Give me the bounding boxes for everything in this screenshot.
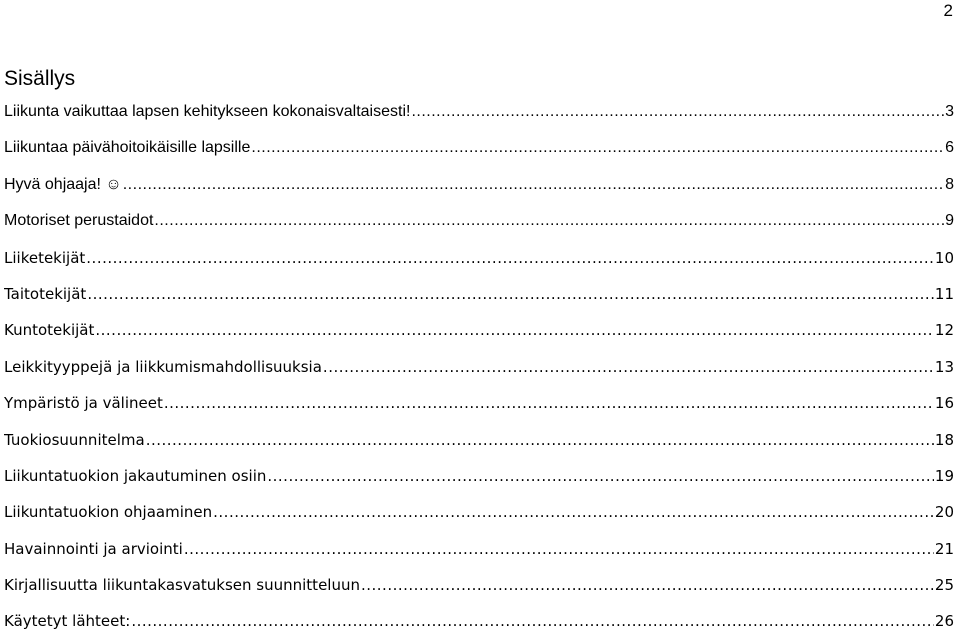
toc-entry[interactable]: [4, 130, 954, 166]
toc-dot-leader: [251, 130, 944, 166]
toc-dot-leader: [267, 458, 934, 494]
toc-entry-text: Leikkityyppejä ja liikkumismahdollisuuksia: [4, 357, 322, 376]
toc-dot-leader: [184, 531, 934, 567]
toc-entry[interactable]: [4, 531, 954, 567]
page-number: 2: [943, 1, 953, 20]
toc-entry-text: Havainnointi ja arviointi: [4, 539, 183, 558]
toc-dot-leader: [95, 312, 934, 348]
toc-entry-page: 11: [934, 284, 954, 303]
toc-dot-leader: [164, 385, 934, 421]
toc-entry-page: 19: [934, 466, 954, 485]
toc-entry-page: 25: [934, 576, 954, 595]
toc-entry-text: Hyvä ohjaaja! ☺: [4, 175, 122, 193]
toc-entry[interactable]: [4, 203, 954, 239]
toc-dot-leader: [411, 94, 944, 130]
toc-entry[interactable]: [4, 312, 954, 348]
toc-entry-page: 12: [934, 321, 954, 340]
toc-entry-page: 9: [945, 212, 954, 230]
table-of-contents: [4, 64, 954, 640]
toc-entry-text: Taitotekijät: [4, 284, 87, 303]
toc-entry-text: Kirjallisuutta liikuntakasvatuksen suunnitteluun: [4, 576, 360, 595]
toc-entry-text: Liiketekijät: [4, 248, 86, 267]
toc-entry-page: 16: [934, 394, 954, 413]
toc-entry-text: Liikuntatuokion jakautuminen osiin: [4, 466, 267, 485]
toc-entry-text: Liikuntaa päivähoitoikäisille lapsille: [4, 139, 251, 157]
toc-list: [4, 94, 954, 640]
toc-entry[interactable]: [4, 458, 954, 494]
toc-entry-page: 6: [945, 139, 954, 157]
toc-title: Sisällys: [4, 67, 76, 90]
toc-entry-page: 13: [934, 357, 954, 376]
toc-dot-leader: [323, 349, 934, 385]
toc-entry-page: 26: [934, 612, 954, 631]
toc-entry-page: 20: [934, 503, 954, 522]
toc-entry[interactable]: [4, 167, 954, 203]
toc-dot-leader: [361, 567, 934, 603]
toc-dot-leader: [146, 422, 934, 458]
toc-entry[interactable]: [4, 240, 954, 276]
toc-dot-leader: [87, 276, 934, 312]
toc-entry-text: Tuokiosuunnitelma: [4, 430, 145, 449]
toc-entry-text: Ympäristö ja välineet: [4, 394, 163, 413]
toc-entry-text: Liikunta vaikuttaa lapsen kehitykseen kokonaisvaltaisesti!: [4, 103, 411, 120]
toc-entry[interactable]: [4, 276, 954, 312]
toc-entry[interactable]: [4, 349, 954, 385]
toc-dot-leader: [131, 603, 934, 639]
toc-entry[interactable]: [4, 422, 954, 458]
toc-entry-page: 21: [934, 539, 954, 558]
toc-dot-leader: [123, 167, 944, 203]
toc-entry[interactable]: [4, 567, 954, 603]
toc-entry-text: Kuntotekijät: [4, 321, 95, 340]
toc-entry[interactable]: [4, 603, 954, 639]
toc-entry[interactable]: [4, 385, 954, 421]
toc-entry-text: Motoriset perustaidot: [4, 212, 154, 230]
toc-dot-leader: [213, 494, 934, 530]
toc-entry-text: Käytetyt lähteet:: [4, 612, 131, 631]
toc-entry[interactable]: [4, 94, 954, 130]
toc-dot-leader: [86, 240, 934, 276]
toc-entry[interactable]: [4, 494, 954, 530]
toc-entry-page: 18: [934, 430, 954, 449]
toc-entry-text: Liikuntatuokion ohjaaminen: [4, 503, 213, 522]
toc-entry-page: 10: [934, 248, 954, 267]
toc-entry-page: 3: [945, 103, 954, 120]
toc-entry-page: 8: [945, 175, 954, 193]
toc-dot-leader: [154, 203, 944, 239]
